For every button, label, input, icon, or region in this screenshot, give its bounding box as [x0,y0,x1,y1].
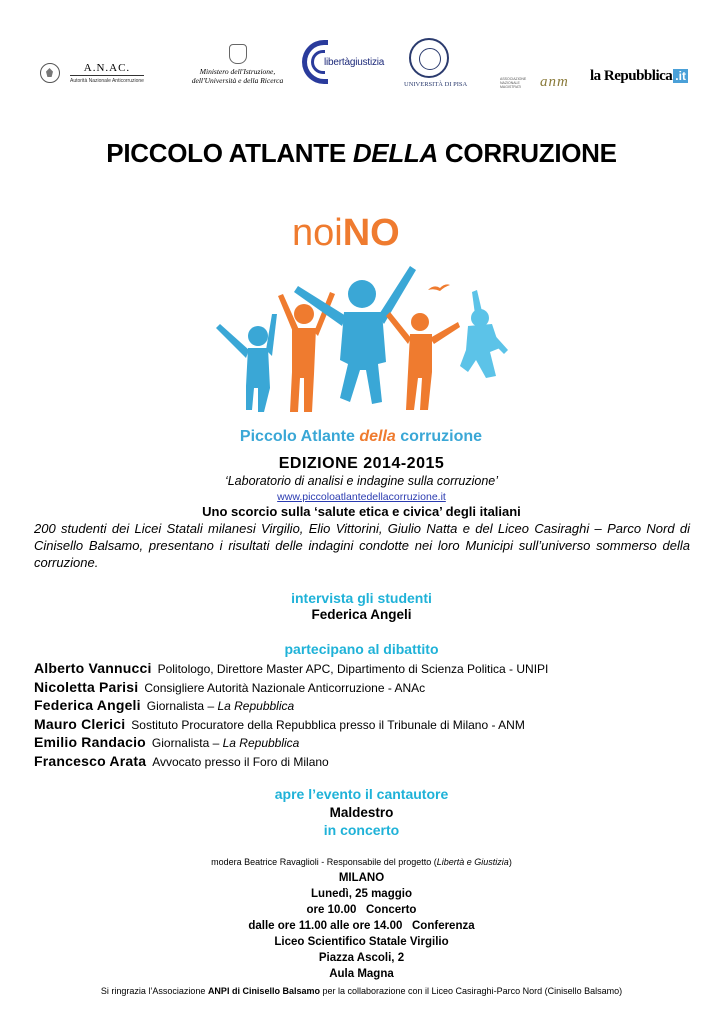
panelist-role [158,662,549,676]
panelist-name: Francesco Arata [34,752,147,769]
liberta-giustizia-mark-icon [302,38,328,86]
event-address: Piazza Ascoli, 2 [318,952,405,964]
panelist-name: Alberto Vannucci [34,660,152,676]
title-part-2: CORRUZIONE [438,138,617,168]
scorcio-heading: Uno scorcio sulla ‘salute etica e civica’ degli italiani [202,504,521,519]
kid-silhouette-1 [216,314,277,412]
liberta-giustizia-logo [302,38,384,86]
panelist-name: Nicoletta Parisi [34,678,139,695]
website-link[interactable]: www.piccoloatlantedellacorruzione.it [277,491,446,503]
moderator-line [0,857,723,867]
panelist-role-text: Giornalista – [146,699,218,713]
dibattito-heading: partecipano al dibattito [284,641,439,657]
title-part-1: PICCOLO ATLANTE [106,138,353,168]
repubblica-name: la Repubblica [590,68,673,84]
miur-emblem-icon [229,44,247,64]
panelist-name: Federica Angeli [34,697,141,713]
caption-part-italic: della [359,428,396,445]
page-title [0,138,723,169]
panelist-row [34,697,694,716]
panelist-role [152,736,299,750]
anac-subtitle: Autorità Nazionale Anticorruzione [70,78,144,84]
kid-silhouette-5 [460,290,508,378]
thanks-line [0,986,723,996]
title-part-italic: DELLA [352,138,438,168]
event-venue: Liceo Scientifico Statale Virgilio [274,936,449,948]
panelist-role-text: Sostituto Procuratore della Repubblica presso il Tribunale di Milano - ANM [131,717,525,732]
panelist-row [34,753,694,772]
anm-logo [500,74,569,91]
intro-paragraph: 200 studenti dei Licei Statali milanesi Virgilio, Elio Vittorini, Giulio Natta e del Liceo Casiraghi – Parco Nord di Cinisello Balsamo, presentano i risultati delle indagini condotte nei loro Municipi sull’universo sommerso della corruzione. [34,521,690,570]
anm-name: anm [540,74,569,90]
panelist-row [34,716,694,735]
anm-small-text: ASSOCIAZIONE NAZIONALE MAGISTRATI [500,76,527,89]
noino-noi: noi [292,212,343,254]
panelist-role-italic: La Repubblica [217,699,295,713]
moderator-italic: Libertà e Giustizia [436,857,509,867]
pisa-name: UNIVERSITÀ DI PISA [404,81,468,88]
panelist-row [34,679,694,698]
intervista-heading: intervista gli studenti [291,590,432,606]
bird-icon [428,284,450,291]
intervista-name: Federica Angeli [311,607,412,622]
italian-republic-emblem-icon [40,63,60,83]
anac-logo [40,62,144,84]
thanks-text: Si ringrazia l’Associazione [100,986,208,996]
repubblica-logo [590,68,688,85]
thanks-bold: ANPI di Cinisello Balsamo [207,986,320,996]
partner-logos [40,38,690,102]
miur-line1: Ministero dell'Istruzione, [199,67,276,76]
artist-name: Maldestro [329,805,394,820]
event-room: Aula Magna [329,968,394,980]
panelist-list [34,660,694,771]
panelist-role-text: Politologo, Direttore Master APC, Dipartimento di Scienza Politica - UNIPI [157,662,549,676]
panelist-role [147,699,294,713]
noino-wordmark [292,212,400,255]
pisa-seal-icon [409,38,449,78]
panelist-name: Emilio Randacio [34,734,146,750]
panelist-role-text: Consigliere Autorità Nazionale Anticorruzione - ANAc [144,680,426,695]
panelist-row [34,660,694,679]
panelist-row [34,734,694,753]
moderator-close: ) [508,857,512,867]
caption-part-2: corruzione [395,428,483,445]
concerto-heading: apre l’evento il cantautore [274,786,449,802]
panelist-role-text: Avvocato presso il Foro di Milano [152,754,329,769]
panelist-name: Mauro Clerici [34,715,126,732]
pisa-logo [404,38,468,88]
panelist-role-text: Giornalista – [151,736,223,750]
anac-name: A.N.AC. [70,62,144,76]
miur-line2: dell'Università e della Ricerca [191,76,284,85]
event-city: MILANO [338,872,385,884]
event-time-conference: dalle ore 11.00 alle ore 14.00 Conferenza [248,920,475,932]
concerto-label: in concerto [323,822,400,838]
edition-heading: EDIZIONE 2014-2015 [278,455,445,472]
panelist-role-italic: La Repubblica [222,736,300,750]
edition-subtitle: ‘Laboratorio di analisi e indagine sulla corruzione’ [224,474,499,488]
repubblica-suffix: .it [675,69,686,83]
thanks-text-end: per la collaborazione con il Liceo Casiraghi-Parco Nord (Cinisello Balsamo) [319,986,623,996]
miur-logo [180,44,295,85]
panelist-role [131,718,525,732]
panelist-role [144,681,425,695]
event-time-concert: ore 10.00 Concerto [306,904,417,916]
noino-no: NO [342,212,400,254]
panelist-role [152,755,329,769]
liberta-giustizia-name: libertàgiustizia [324,56,385,68]
jumping-kids-illustration [206,252,516,432]
noino-logo [206,212,516,452]
event-date: Lunedì, 25 maggio [311,888,412,900]
noino-caption [206,428,516,446]
caption-part-1: Piccolo Atlante [239,428,360,445]
kid-silhouette-4 [386,312,460,410]
moderator-text: modera Beatrice Ravaglioli - Responsabile del progetto ( [211,857,437,867]
